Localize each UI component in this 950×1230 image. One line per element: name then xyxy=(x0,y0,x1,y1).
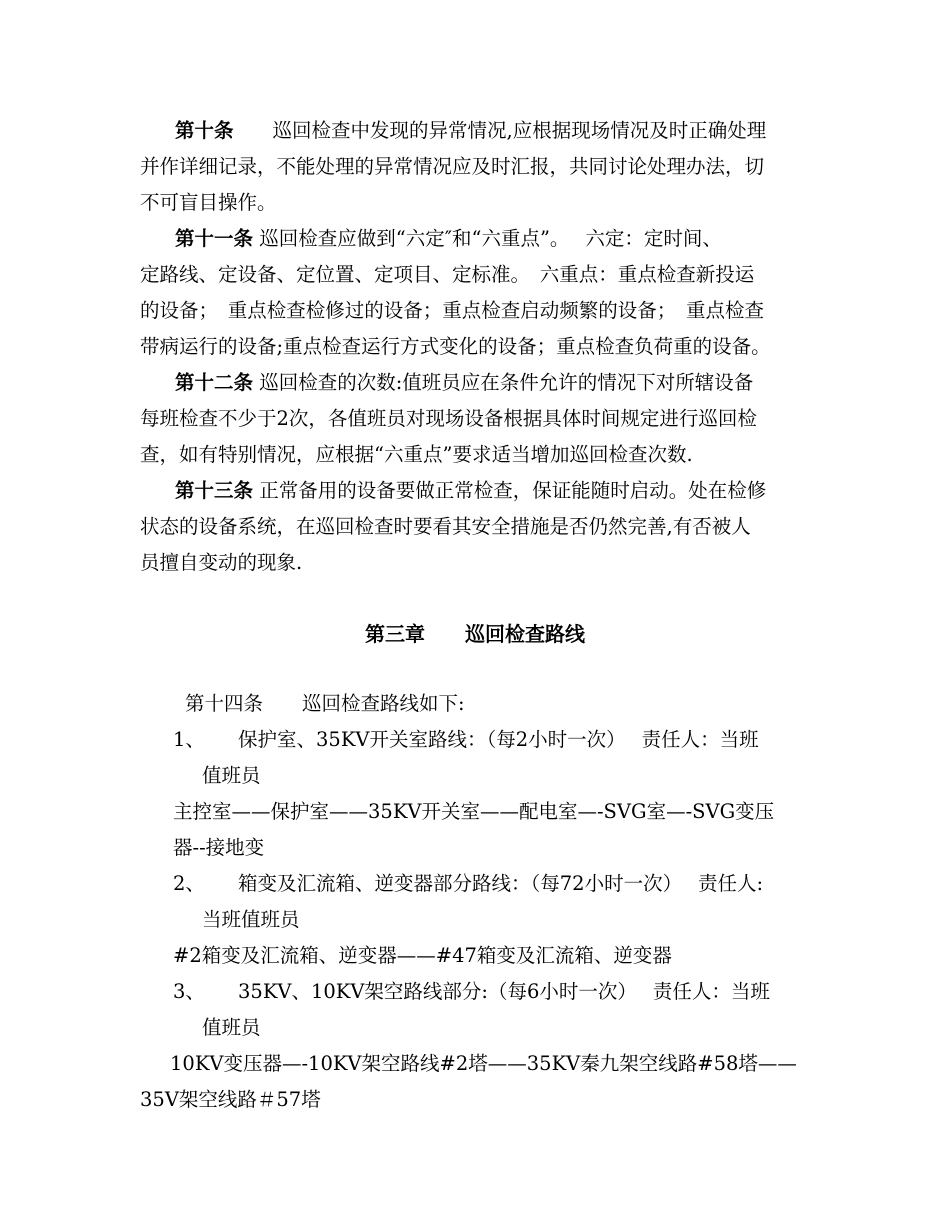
route-text: 保护室、35KV开关室路线：（每2小时一次） 责任人：当班 xyxy=(238,728,759,751)
route-number: 2、 xyxy=(173,872,205,895)
route-path: 器--接地变 xyxy=(173,836,265,859)
route-cont: 当班值班员 xyxy=(202,908,300,931)
route-text: 箱变及汇流箱、逆变器部分路线：（每72小时一次） 责任人: xyxy=(238,872,764,895)
article-label: 第十一条 xyxy=(175,227,254,250)
route-number: 1、 xyxy=(173,728,205,751)
route-cont: 值班员 xyxy=(202,764,261,787)
chapter-heading: 第三章 巡回检查路线 xyxy=(365,622,585,646)
article-text: 定路线、定设备、定位置、定项目、定标准。 六重点：重点检查新投运 xyxy=(140,263,755,286)
route-path: 10KV变压器—-10KV架空路线#2塔——35KV秦九架空线路#58塔—— xyxy=(170,1052,797,1075)
article-text: 正常备用的设备要做正常检查，保证能随时启动。处在检修 xyxy=(259,479,767,502)
article-text: 查，如有特别情况，应根据“六重点”要求适当增加巡回检查次数. xyxy=(140,443,693,466)
article-text: 并作详细记录，不能处理的异常情况应及时汇报，共同讨论处理办法，切 xyxy=(140,155,765,178)
article-text: 状态的设备系统，在巡回检查时要看其安全措施是否仍然完善,有否被人 xyxy=(140,515,751,538)
article-13 xyxy=(140,473,840,581)
article-text: 巡回检查应做到“六定″和“六重点”。 六定：定时间、 xyxy=(259,227,722,250)
article-text: 员擅自变动的现象. xyxy=(140,551,303,574)
route-path: 主控室——保护室——35KV开关室——配电室—-SVG室—-SVG变压 xyxy=(173,800,775,823)
article-text: 带病运行的设备;重点检查运行方式变化的设备；重点检查负荷重的设备。 xyxy=(140,335,771,358)
article-10 xyxy=(140,113,840,221)
route-path: #2箱变及汇流箱、逆变器——#47箱变及汇流箱、逆变器 xyxy=(173,944,672,967)
article-label: 第十二条 xyxy=(175,371,254,394)
article-text: 不可盲目操作。 xyxy=(140,191,277,214)
route-number: 3、 xyxy=(173,980,205,1003)
route-path: 35V架空线路＃57塔 xyxy=(140,1088,321,1111)
article-12 xyxy=(140,365,840,473)
article-label: 第十条 xyxy=(175,119,234,142)
article-text: 的设备； 重点检查检修过的设备；重点检查启动频繁的设备； 重点检查 xyxy=(140,299,765,322)
article-text: 每班检查不少于2次，各值班员对现场设备根据具体时间规定进行巡回检 xyxy=(140,407,757,430)
article-label: 第十三条 xyxy=(175,479,254,502)
article-text: 巡回检查中发现的异常情况,应根据现场情况及时正确处理 xyxy=(272,119,767,142)
route-cont: 值班员 xyxy=(202,1016,261,1039)
routes-intro: 第十四条 巡回检查路线如下: xyxy=(185,692,465,715)
article-11 xyxy=(140,221,840,365)
article-text: 巡回检查的次数:值班员应在条件允许的情况下对所辖设备 xyxy=(259,371,754,394)
route-text: 35KV、10KV架空路线部分:（每6小时一次） 责任人：当班 xyxy=(238,980,770,1003)
